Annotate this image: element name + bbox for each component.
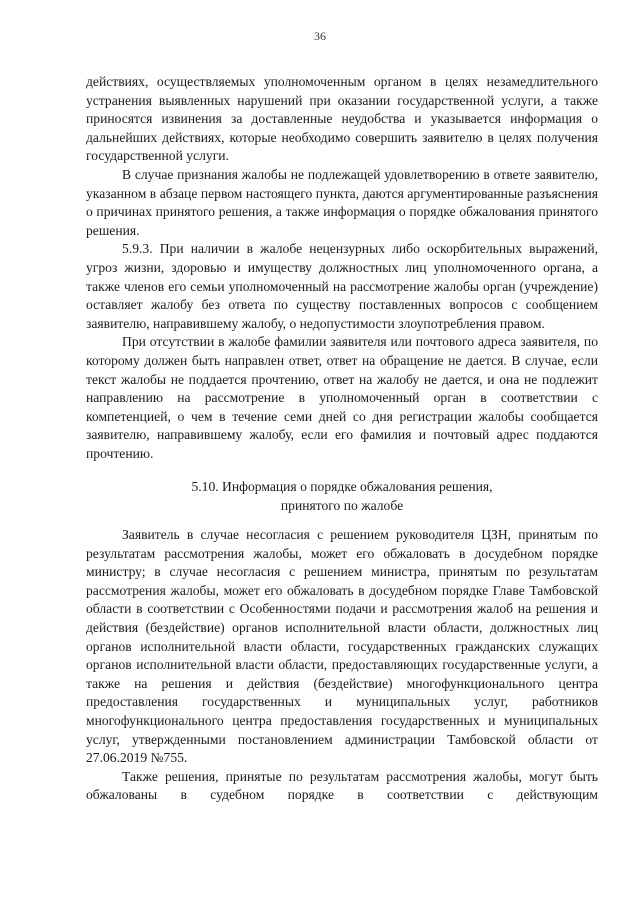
section-heading-line-2: принятого по жалобе [280,497,404,513]
section-heading-line-1: 5.10. Информация о порядке обжалования решения, [191,479,493,494]
body-text-bottom [86,526,598,805]
paragraph-continuation: действиях, осуществляемых уполномоченным органом в целях незамедлительного устранения выявленных нарушений при оказании государственной услуги, а также приносятся извинения за доставленные неудобства и указывается информация о дальнейших действиях, которые необходимо совершить заявителю в целях получения государственной услуги. [86,74,598,164]
page-number: 36 [314,29,326,43]
paragraph-appeal: Заявитель в случае несогласия с решением руководителя ЦЗН, принятым по результатам рассмотрения жалобы, может его обжаловать в досудебном порядке министру; в случае несогласия с решением министра, принятым по результатам рассмотрения жалобы, может его обжаловать в досудебном порядке Главе Тамбовской области в соответствии с Особенностями подачи и рассмотрения жалоб на решения и действия (бездействие) органов исполнительной власти области, должностных лиц органов исполнительной власти области, государственных гражданских служащих органов исполнительной власти области, предоставляющих государственные услуги, а также на решения и действия (бездействие) многофункционального центра предоставления государственных и муниципальных услуг, работников многофункционального центра предоставления государственных и муниципальных услуг, утвержденными постановлением администрации Тамбовской области от 27.06.2019 №755. [86,527,598,766]
section-heading [86,478,598,515]
paragraph-court: Также решения, принятые по результатам рассмотрения жалобы, могут быть обжалованы в судебном порядке в соответствии с действующим [86,768,598,803]
paragraph-5-9-3: 5.9.3. При наличии в жалобе нецензурных либо оскорбительных выражений, угроз жизни, здоровью и имуществу должностных лиц уполномоченного органа, а также членов его семьи уполномоченный на рассмотрение жалобы орган (учреждение) оставляет жалобу без ответа по существу поставленных вопросов с сообщением заявителю, направившему жалобу, о недопустимости злоупотребления правом. [86,241,598,331]
paragraph-refusal: В случае признания жалобы не подлежащей удовлетворению в ответе заявителю, указанном в абзаце первом настоящего пункта, даются аргументированные разъяснения о причинах принятого решения, а также информация о порядке обжалования принятого решения. [86,166,598,238]
paragraph-no-address: При отсутствии в жалобе фамилии заявителя или почтового адреса заявителя, по которому должен быть направлен ответ, ответ на обращение не дается. В случае, если текст жалобы не поддается прочтению, ответ на жалобу не дается, и она не подлежит направлению на рассмотрение в уполномоченный орган в соответствии с компетенцией, о чем в течение семи дней со дня регистрации жалобы сообщается заявителю, направившему жалобу, если его фамилия и почтовый адрес поддаются прочтению. [86,334,598,461]
body-text-top [86,73,598,463]
